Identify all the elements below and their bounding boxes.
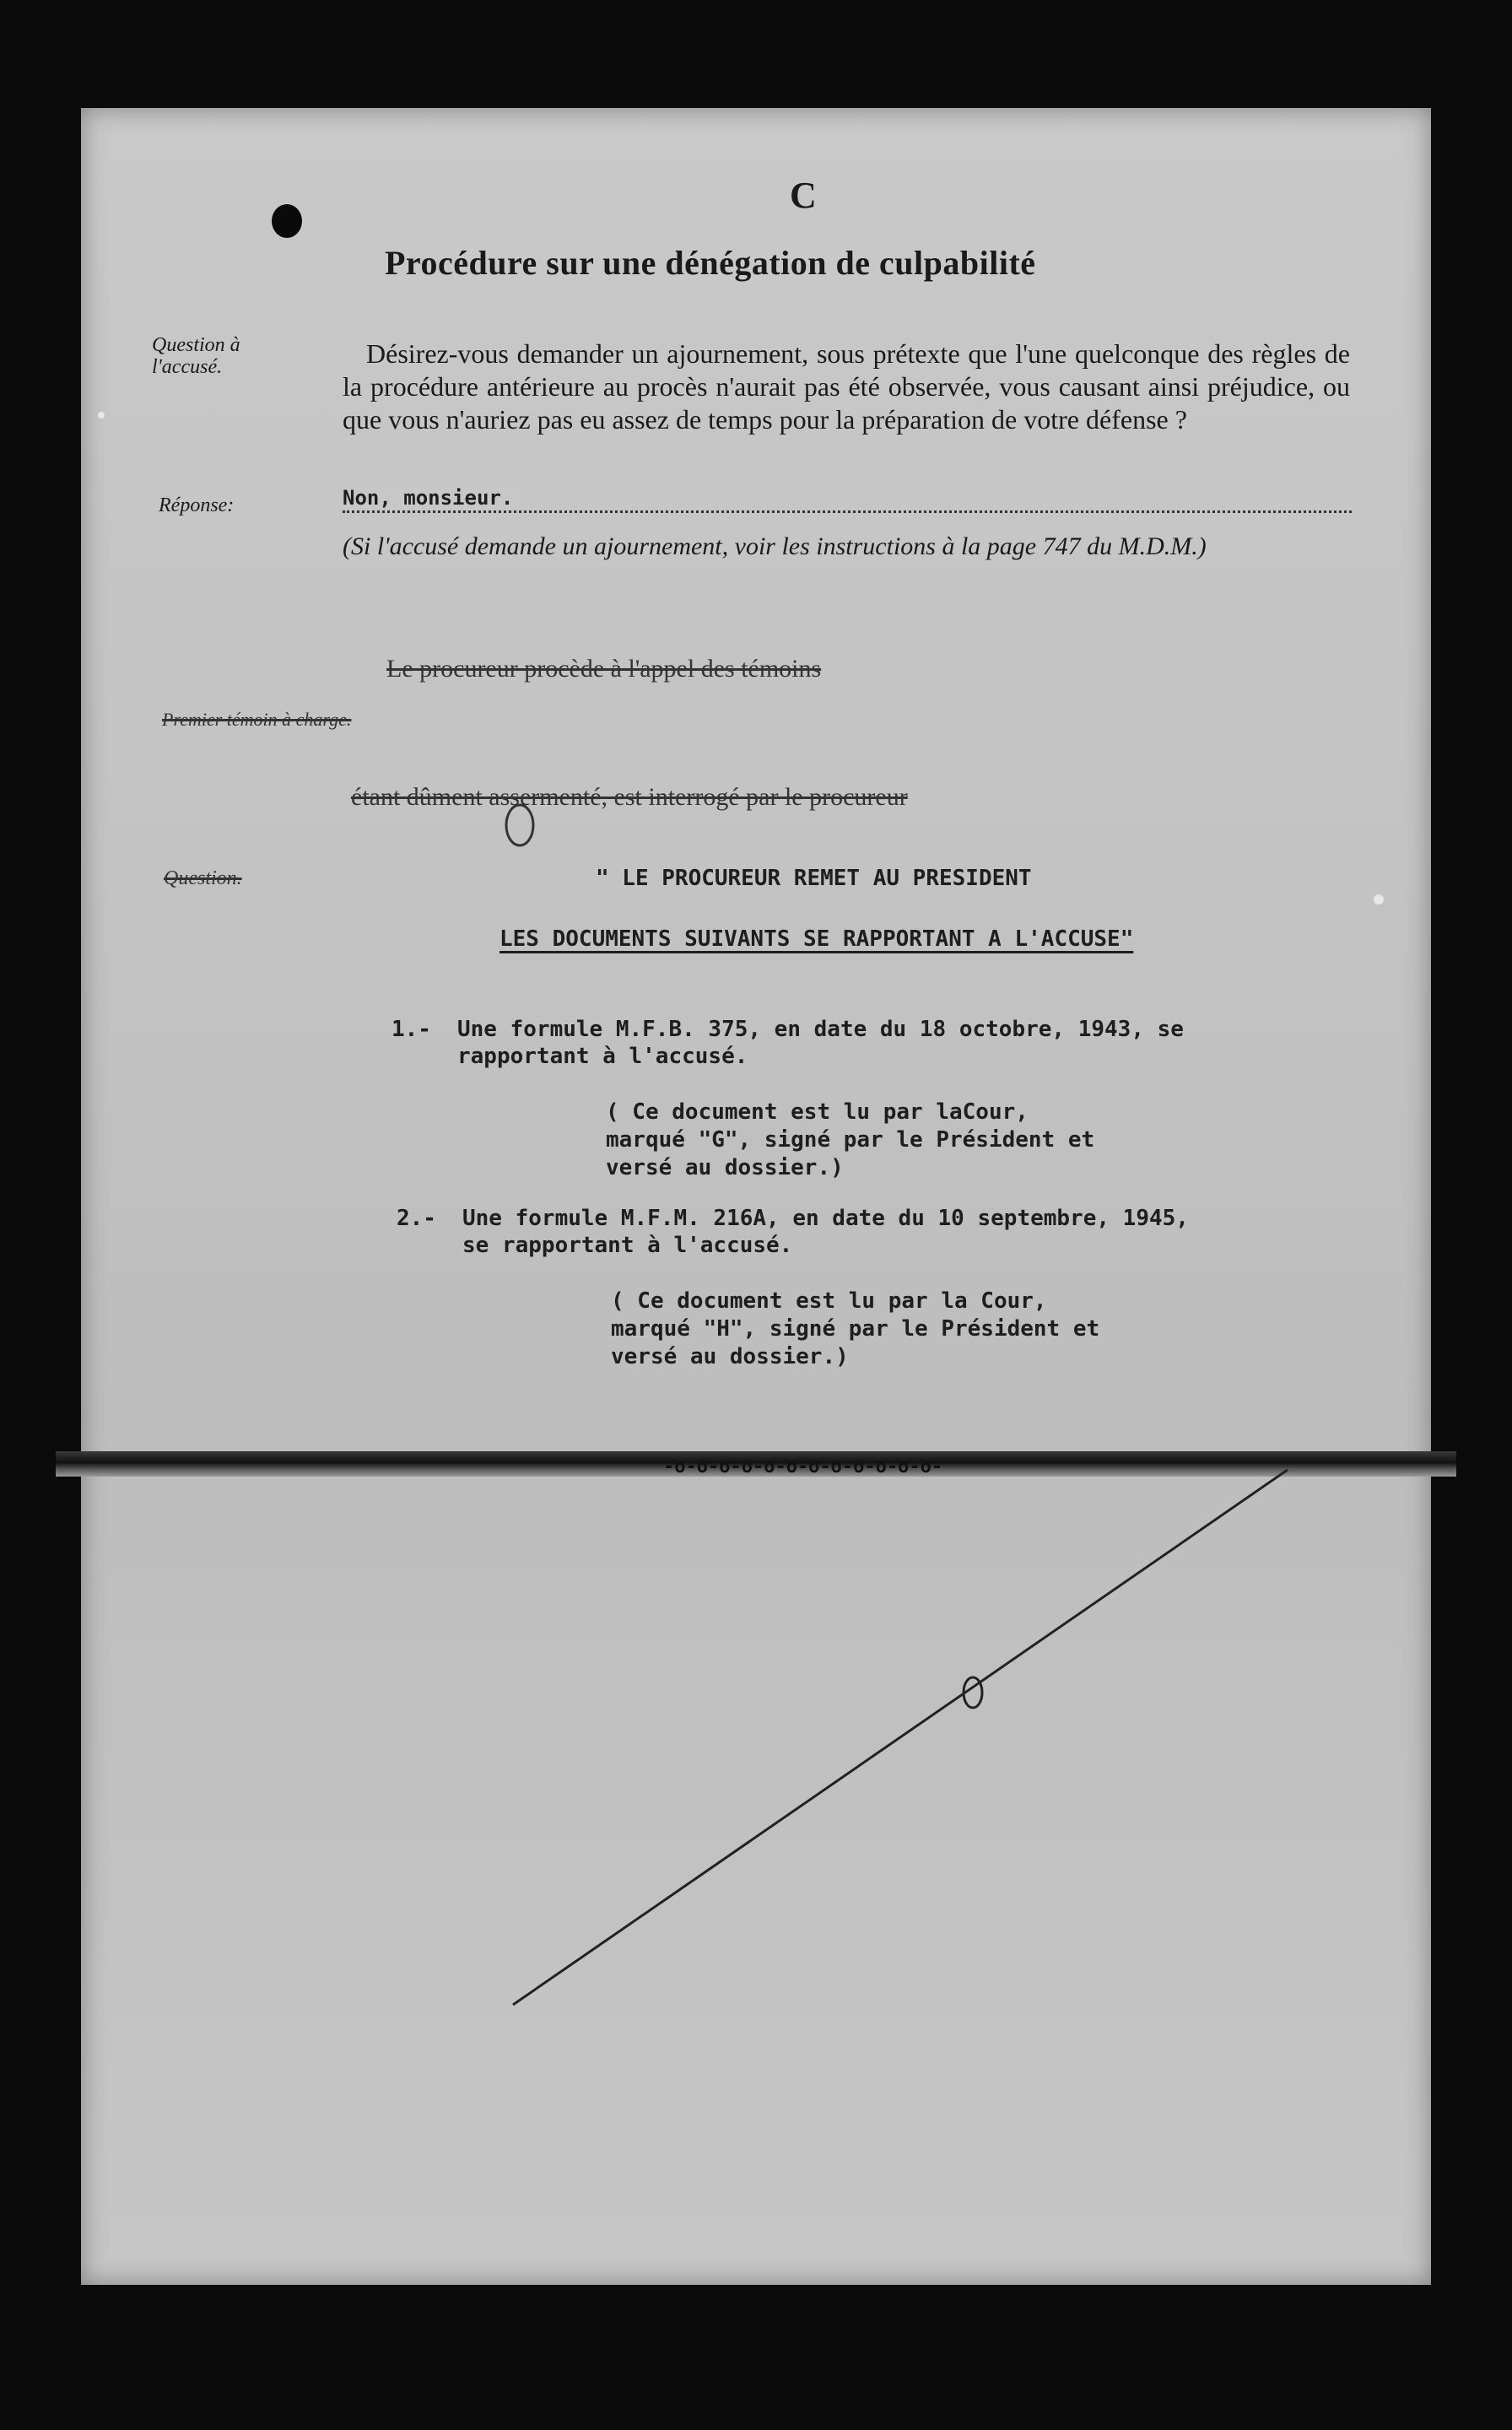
struck-line-2: étant dûment assermenté, est interrogé par le procureur (351, 783, 908, 811)
typed-heading-line-2: LES DOCUMENTS SUIVANTS SE RAPPORTANT A L'ACCUSE" (500, 926, 1134, 952)
instruction-note: (Si l'accusé demande un ajournement, voir les instructions à la page 747 du M.D.M.) (343, 532, 1207, 560)
typed-heading-line-1: " LE PROCUREUR REMET AU PRESIDENT (596, 866, 1032, 891)
question-label: Question à l'accusé. (152, 334, 240, 378)
item-description: ( Ce document est lu par laCour, marqué "G", signé par le Président et versé au dossier.) (606, 1099, 1095, 1180)
item-number: 1.- (392, 1017, 431, 1042)
struck-side-label: Premier témoin à charge. (162, 709, 352, 730)
struck-side-label-2: Question. (164, 867, 242, 889)
struck-line-1: Le procureur procède à l'appel des témoins (386, 655, 822, 683)
item-text: Une formule M.F.B. 375, en date du 18 octobre, 1943, se rapportant à l'accusé. (457, 1017, 1184, 1069)
film-speck (98, 412, 105, 418)
item-text: Une formule M.F.M. 216A, en date du 10 septembre, 1945, se rapportant à l'accusé. (462, 1206, 1189, 1258)
page-title: Procédure sur une dénégation de culpabilité (385, 244, 1036, 282)
document-page (81, 108, 1431, 2285)
section-letter: C (790, 175, 817, 216)
cancel-line-drawing (81, 108, 1431, 2285)
item-number: 2.- (397, 1206, 436, 1231)
response-text: Non, monsieur. (343, 486, 520, 510)
film-speck (1374, 894, 1384, 904)
item-description: ( Ce document est lu par la Cour, marqué "H", signé par le Président et versé au dossier.) (611, 1288, 1100, 1369)
diagonal-cancel-line (513, 1470, 1288, 2005)
response-label: Réponse: (159, 494, 235, 516)
end-mark: -o-o-o-o-o-o-o-o-o-o-o-o- (663, 1456, 943, 1477)
initial-mark (506, 805, 533, 845)
question-text: Désirez-vous demander un ajournement, sous prétexte que l'une quelconque des règles de la procédure antérieure au procès n'aurait pas été observée, vous causant ainsi préjudice, ou que vous n'auriez pas eu assez de temps pour la préparation de votre défense ? (343, 338, 1350, 435)
